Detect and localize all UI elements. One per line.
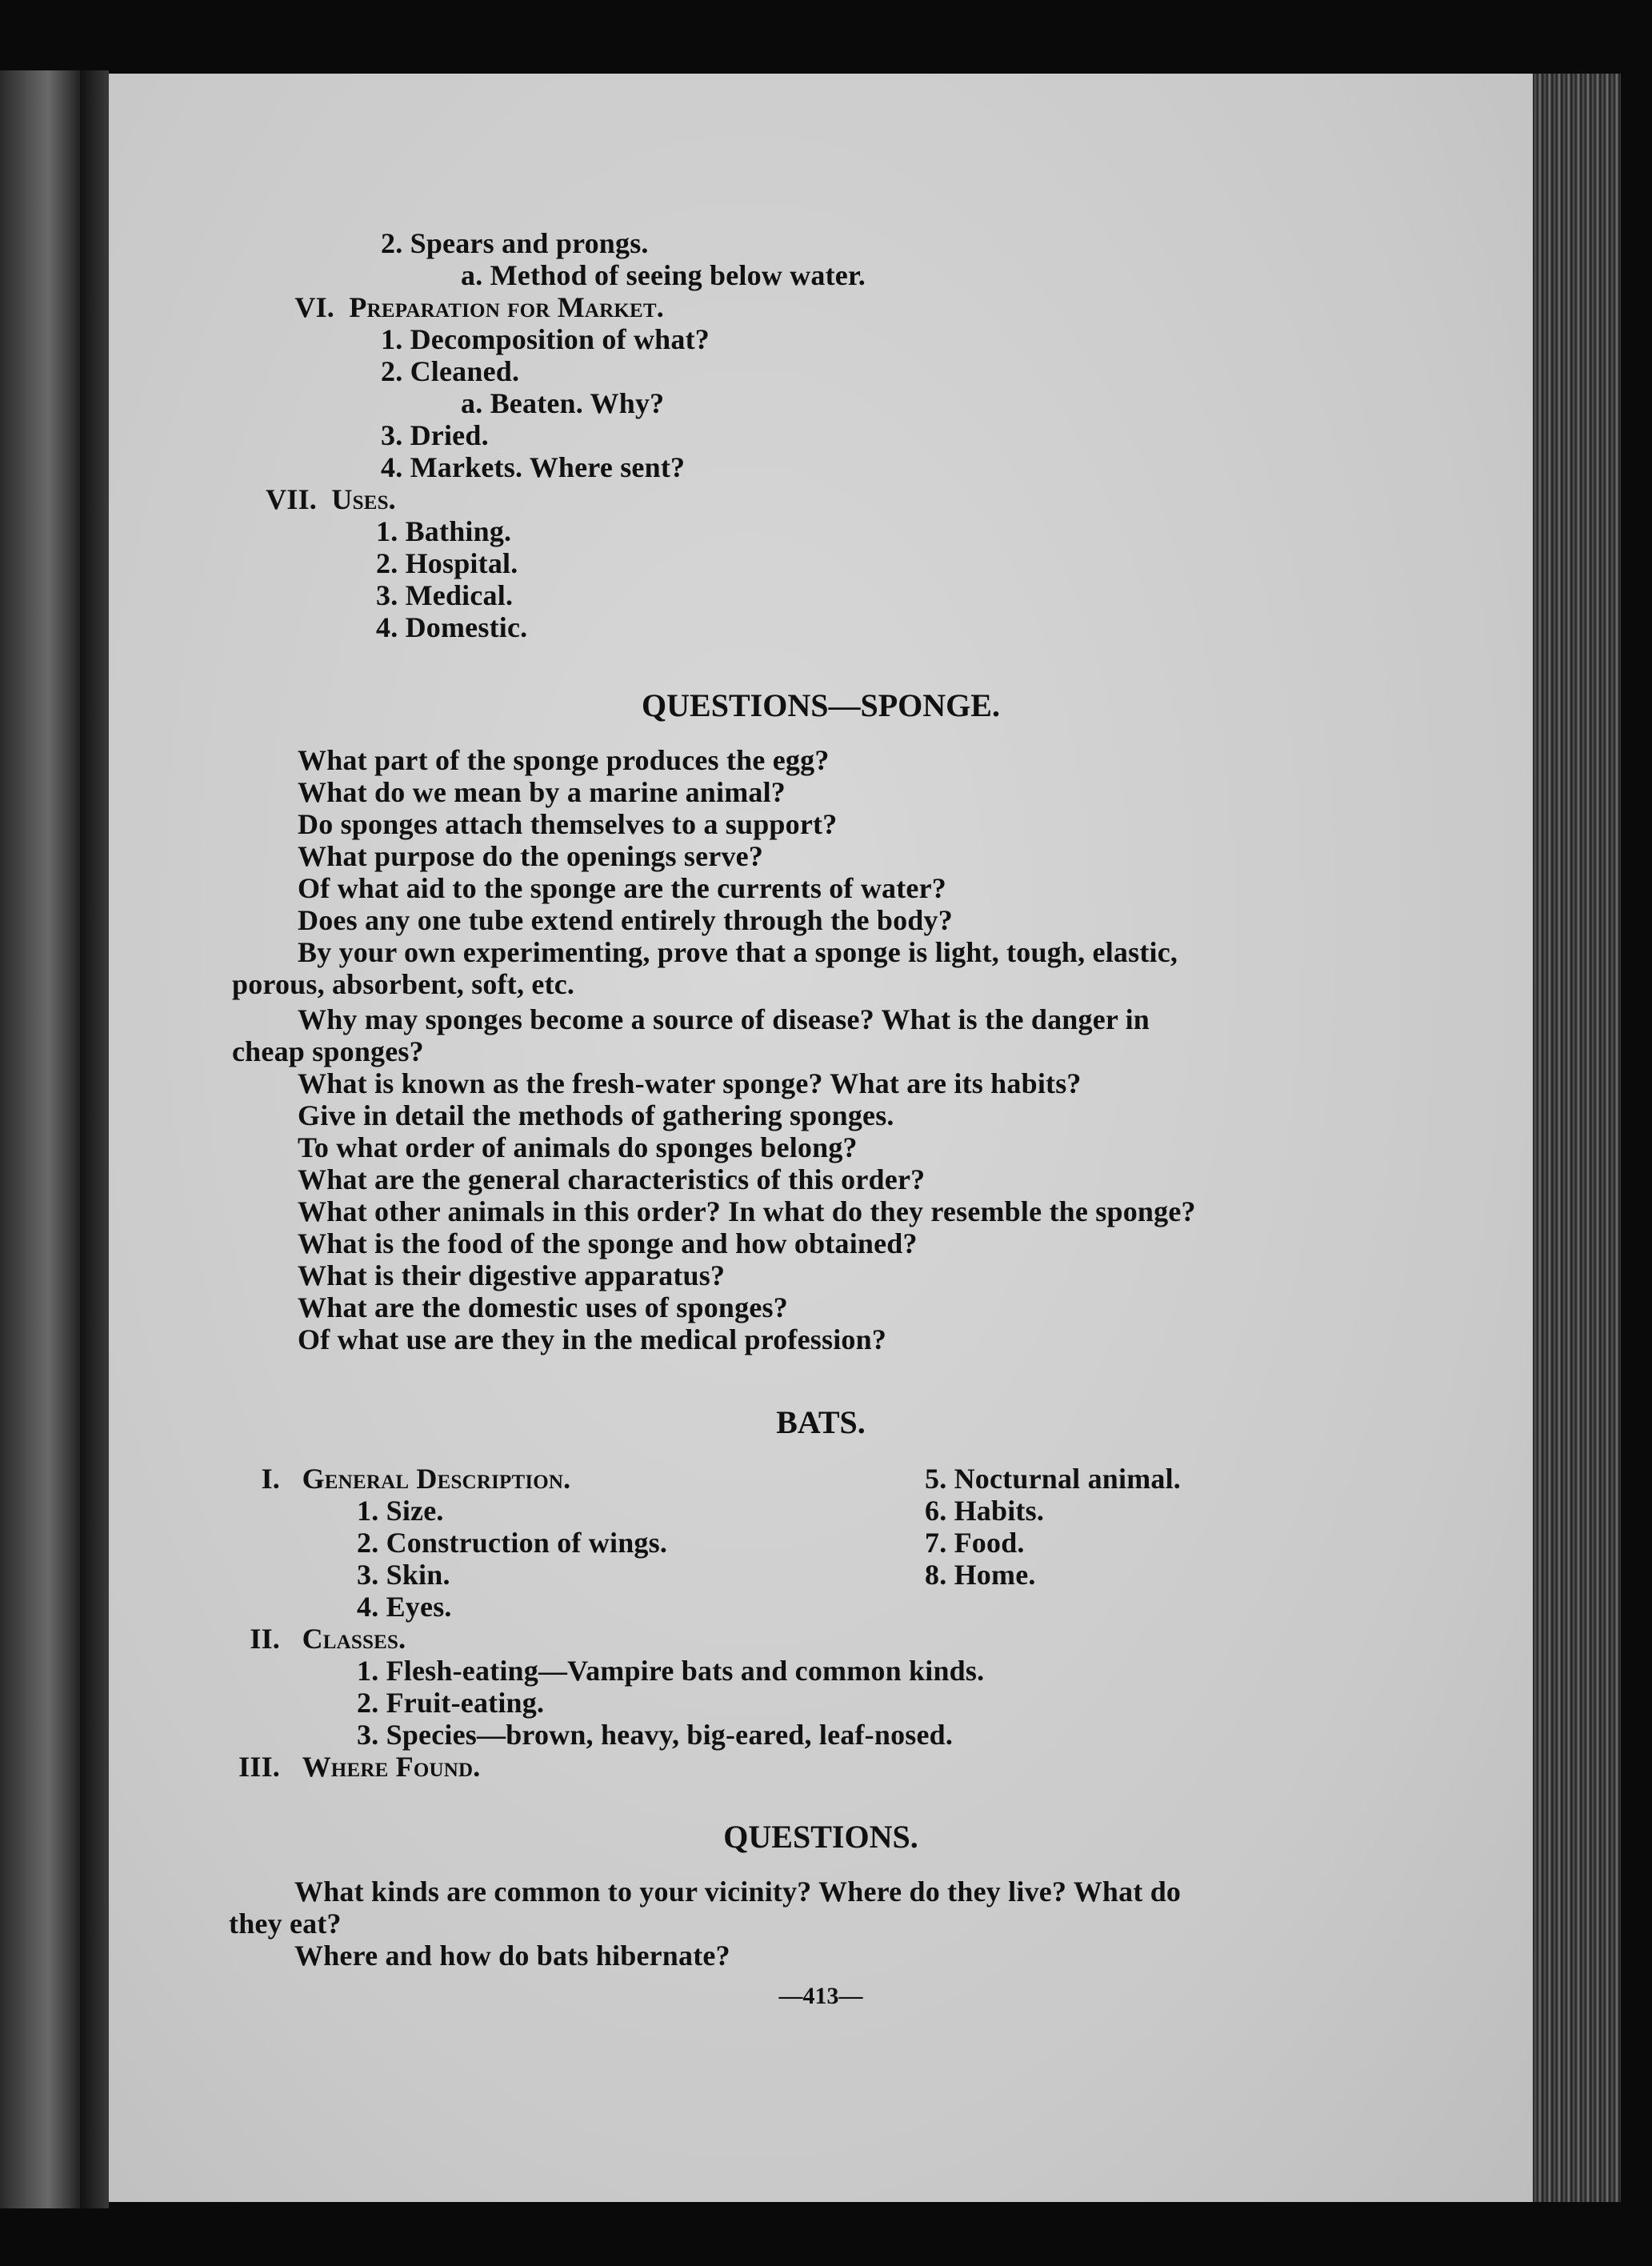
section-title: Uses. <box>331 483 396 515</box>
section-heading <box>237 483 396 515</box>
question-line: What do we mean by a marine animal? <box>298 776 786 808</box>
question-line: What is their digestive apparatus? <box>298 1259 726 1291</box>
outline-item: 3. Dried. <box>381 419 489 451</box>
outline-item: 2. Hospital. <box>376 547 518 579</box>
outline-item: 1. Size. <box>357 1495 444 1527</box>
outline-subitem: a. Beaten. Why? <box>461 387 665 419</box>
outline-item: 2. Cleaned. <box>381 355 520 387</box>
outline-item: 6. Habits. <box>925 1495 1045 1527</box>
questions-bats-heading: QUESTIONS. <box>723 1819 918 1855</box>
section-heading <box>230 1751 480 1783</box>
section-number: III. <box>238 1751 280 1783</box>
section-title: Preparation for Market. <box>349 291 665 323</box>
question-line: What is the food of the sponge and how obtained? <box>298 1227 918 1259</box>
question-line: Does any one tube extend entirely through the body? <box>298 904 953 936</box>
question-line: What are the general characteristics of this order? <box>298 1163 926 1195</box>
outline-item: 8. Home. <box>925 1559 1036 1591</box>
section-title: General Description. <box>302 1463 571 1495</box>
outline-item: 2. Construction of wings. <box>357 1527 668 1559</box>
question-line: porous, absorbent, soft, etc. <box>232 968 575 1000</box>
outline-item: 1. Decomposition of what? <box>381 323 710 355</box>
outline-item: 5. Nocturnal animal. <box>925 1463 1182 1495</box>
outline-item: 4. Markets. Where sent? <box>381 451 686 483</box>
book-page <box>109 74 1533 2202</box>
section-heading <box>253 1463 570 1495</box>
question-line: Give in detail the methods of gathering sponges. <box>298 1099 894 1131</box>
outline-item: 1. Flesh-eating—Vampire bats and common kinds. <box>357 1655 985 1687</box>
question-line: What part of the sponge produces the egg? <box>298 744 830 776</box>
section-number: I. <box>261 1463 280 1495</box>
outline-item: 3. Species—brown, heavy, big-eared, leaf-nosed. <box>357 1719 954 1751</box>
outline-item: 7. Food. <box>925 1527 1025 1559</box>
question-line: What is known as the fresh-water sponge? What are its habits? <box>298 1067 1082 1099</box>
outline-item: 2. Fruit-eating. <box>357 1687 545 1719</box>
outline-item: 3. Medical. <box>376 579 514 611</box>
section-title: Classes. <box>302 1623 406 1655</box>
outline-item: 3. Skin. <box>357 1559 450 1591</box>
section-title: Where Found. <box>302 1751 481 1783</box>
question-line: To what order of animals do sponges belong? <box>298 1131 858 1163</box>
section-heading <box>294 291 664 323</box>
question-line: What kinds are common to your vicinity? Where do they live? What do <box>294 1876 1182 1908</box>
section-number: II. <box>250 1623 280 1655</box>
question-line: What purpose do the openings serve? <box>298 840 764 872</box>
bats-heading: BATS. <box>776 1404 866 1440</box>
page-number: —413— <box>778 1983 863 2009</box>
question-line: Of what use are they in the medical profession? <box>298 1323 887 1355</box>
question-line: What other animals in this order? In what do they resemble the sponge? <box>298 1195 1196 1227</box>
facing-page-edge <box>0 70 80 2208</box>
outline-item: 4. Domestic. <box>376 611 528 643</box>
question-line: Of what aid to the sponge are the currents of water? <box>298 872 946 904</box>
question-line: Why may sponges become a source of disease? What is the danger in <box>298 1003 1150 1035</box>
question-line: Do sponges attach themselves to a support? <box>298 808 838 840</box>
outline-subitem: a. Method of seeing below water. <box>461 259 866 291</box>
outline-item: 4. Eyes. <box>357 1591 452 1623</box>
questions-sponge-heading: QUESTIONS—SPONGE. <box>642 687 1000 723</box>
question-line: they eat? <box>229 1908 342 1940</box>
question-line: What are the domestic uses of sponges? <box>298 1291 788 1323</box>
question-line: By your own experimenting, prove that a sponge is light, tough, elastic, <box>298 936 1178 968</box>
question-line: Where and how do bats hibernate? <box>294 1940 730 1972</box>
section-heading <box>242 1623 406 1655</box>
section-number: VI. <box>294 291 334 323</box>
page-stack-edge <box>1533 74 1621 2202</box>
outline-item: 2. Spears and prongs. <box>381 227 649 259</box>
question-line: cheap sponges? <box>232 1035 424 1067</box>
book-gutter <box>80 70 109 2208</box>
section-number: VII. <box>266 483 317 515</box>
outline-item: 1. Bathing. <box>376 515 512 547</box>
